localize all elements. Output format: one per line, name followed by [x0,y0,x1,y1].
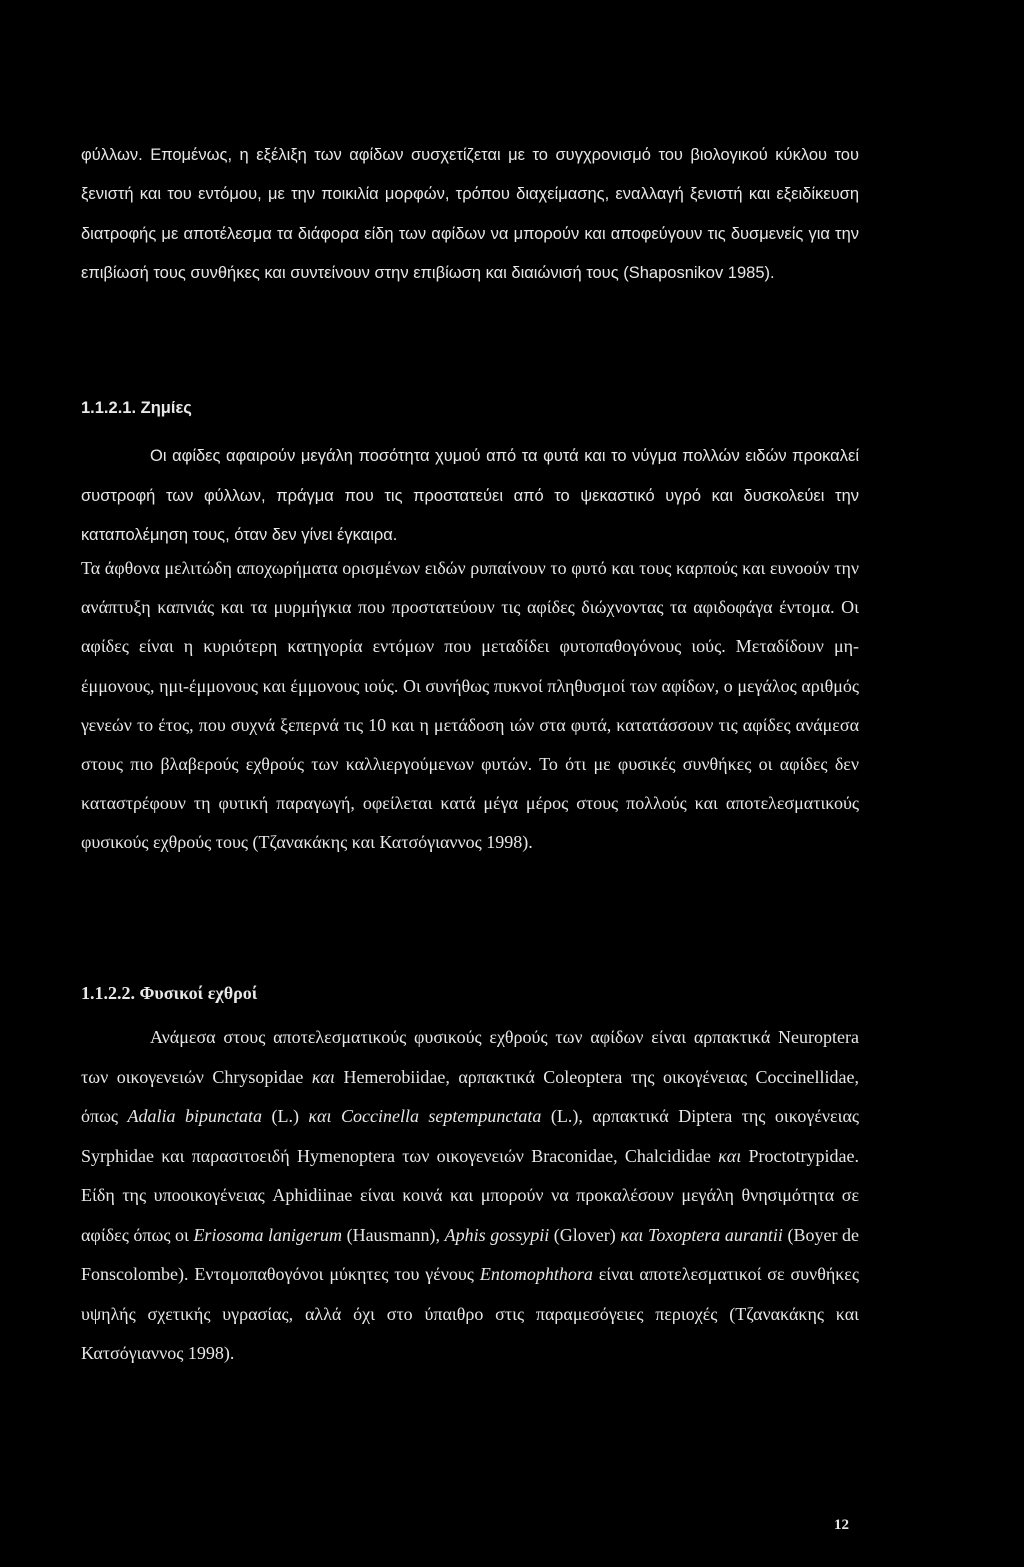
paragraph-intro: φύλλων. Επομένως, η εξέλιξη των αφίδων συσχετίζεται με το συγχρονισμό του βιολογικού κύκλου του ξενιστή και του εντόμου, με την ποικιλία μορφών, τρόπου διαχείμασης, εναλλαγή ξενιστή και εξειδίκευση διατροφής με αποτέλεσμα τα διάφορα είδη των αφίδων να μπορούν και αποφεύγουν τις δυσμενείς για την επιβίωσή τους συνθήκες και συντείνουν στην επιβίωση και διαιώνισή τους (Shaposnikov 1985). [81,146,859,283]
text-run: Proctotrypidae. Είδη της υποοικογένειας Aphidiinae είναι κοινά και μπορούν να προκαλέσουν μεγάλη θνησιμότητα σε αφίδες όπως οι [81,1145,859,1245]
paragraph-damages-part2: Τα άφθονα μελιτώδη αποχωρήματα ορισμένων ειδών ρυπαίνουν το φυτό και τους καρπούς και ευνοούν την ανάπτυξη καπνιάς και τα μυρμήγκια που προστατεύουν τις αφίδες διώχνοντας τα αφιδοφάγα έντομα. Οι αφίδες είναι η κυριότερη κατηγορία εντόμων που μεταδίδει φυτοπαθογόνους ιούς. Μεταδίδουν μη-έμμονους, ημι-έμμονους και έμμονους ιούς. Οι συνήθως πυκνοί πληθυσμοί των αφίδων, ο μεγάλος αριθμός γενεών το έτος, που συχνά ξεπερνά τις 10 και η μετάδοση ιών στα φυτά, κατατάσσουν τις αφίδες ανάμεσα στους πιο βλαβερούς εχθρούς των καλλιεργούμενων φυτών. Το ότι με φυσικές συνθήκες οι αφίδες δεν καταστρέφουν τη φυτική παραγωγή, οφείλεται κατά μέγα μέρος στους πολλούς και αποτελεσματικούς φυσικούς εχθρούς τους (Τζανακάκης και Κατσόγιαννος 1998). [81,558,859,853]
section-heading-natural-enemies: 1.1.2.2. Φυσικοί εχθροί [81,983,258,1003]
italic-species-name: Eriosoma lanigerum [193,1224,343,1245]
italic-genus-name: Entomophthora [479,1264,593,1284]
text-run: Hemerobiidae, αρπακτικά Coleoptera της οικογένειας Coccinellidae, όπως [81,1066,860,1126]
section-heading-damages: 1.1.2.1. Ζημίες [81,399,192,417]
text-run: (L.), αρπακτικά Diptera της οικογένειας Syrphidae και παρασιτοειδή Hymenoptera των οικογενειών Braconidae, Chalcididae [81,1106,860,1166]
text-run: (Hausmann), [342,1224,445,1245]
italic-species-name: και Toxoptera aurantii [620,1224,783,1245]
page-number: 12 [834,1517,849,1533]
italic-species-name: και Coccinella septempunctata [308,1106,542,1126]
text-run: είναι αποτελεσματικοί σε συνθήκες υψηλής σχετικής υγρασίας, αλλά όχι στο ύπαιθρο στις παραμεσόγειες περιοχές (Τζανακάκης και Κατσόγιαννος 1998). [81,1264,859,1363]
italic-species-name: Adalia bipunctata [127,1106,262,1126]
paragraph-natural-enemies [81,1018,859,1374]
italic-run: και [718,1145,742,1166]
text-run: Ανάμεσα στους αποτελεσματικούς φυσικούς εχθρούς των αφίδων είναι αρπακτικά Neuroptera των οικογενειών Chrysopidae [81,1027,859,1087]
paragraph-damages-part1: Οι αφίδες αφαιρούν μεγάλη ποσότητα χυμού από τα φυτά και το νύγμα πολλών ειδών προκαλεί συστροφή των φύλλων, πράγμα που τις προστατεύει από το ψεκαστικό υγρό και δυσκολεύει την καταπολέμηση τους, όταν δεν γίνει έγκαιρα. [81,447,859,544]
text-run: (L.) [262,1106,309,1126]
italic-run: και [311,1066,335,1087]
text-run: (Glover) [549,1224,621,1245]
text-run: (Boyer de Fonscolombe). Εντομοπαθογόνοι μύκητες του γένους [81,1224,859,1284]
italic-species-name: Aphis gossypii [444,1224,550,1245]
